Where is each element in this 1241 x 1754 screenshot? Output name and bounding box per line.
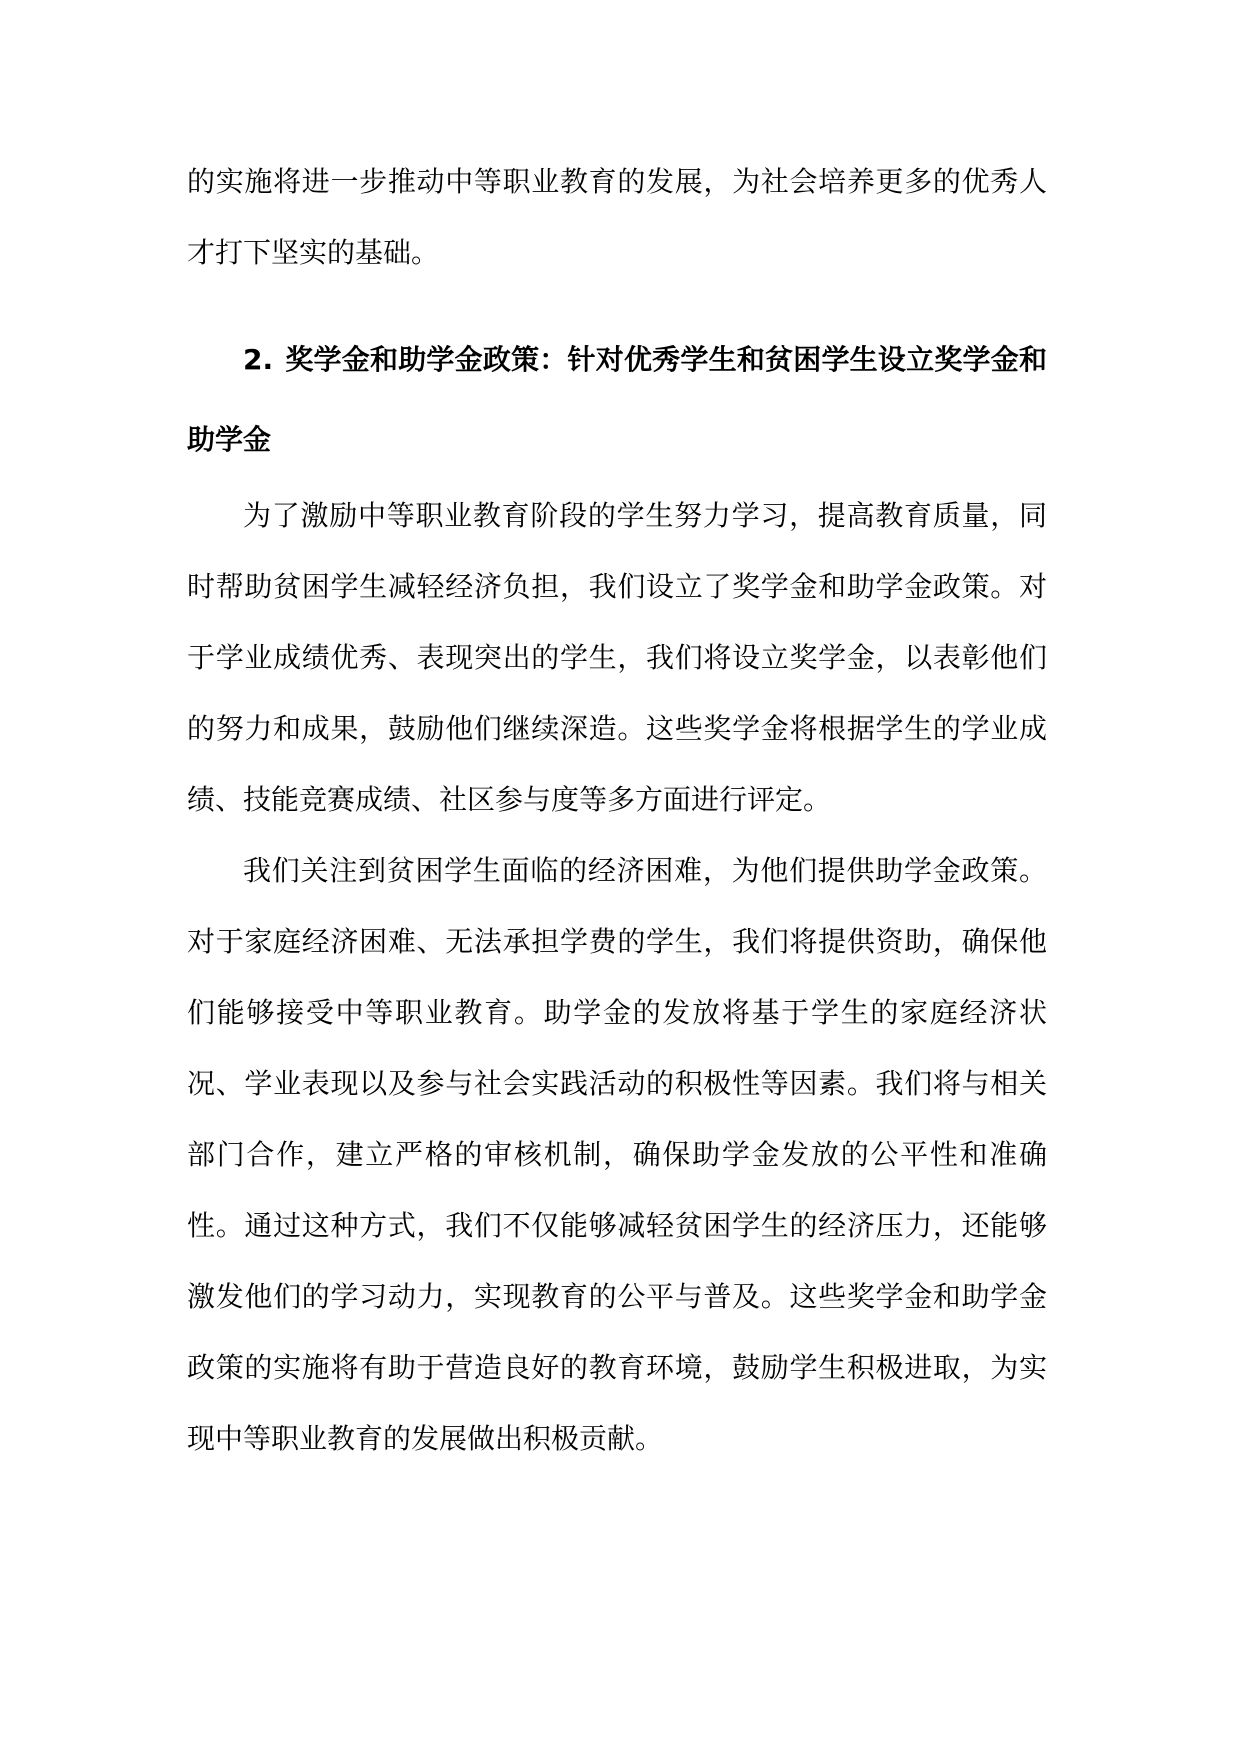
body-paragraph-scholarship: 为了激励中等职业教育阶段的学生努力学习，提高教育质量，同时帮助贫困学生减轻经济负担，我们设立了奖学金和助学金政策。对于学业成绩优秀、表现突出的学生，我们将设立奖学金，以表彰他们的努力和成果，鼓励他们继续深造。这些奖学金将根据学生的学业成绩、技能竞赛成绩、社区参与度等多方面进行评定。: [187, 499, 1047, 816]
body-paragraph-grant: 我们关注到贫困学生面临的经济困难，为他们提供助学金政策。对于家庭经济困难、无法承担学费的学生，我们将提供资助，确保他们能够接受中等职业教育。助学金的发放将基于学生的家庭经济状况、学业表现以及参与社会实践活动的积极性等因素。我们将与相关部门合作，建立严格的审核机制，确保助学金发放的公平性和准确性。通过这种方式，我们不仅能够减轻贫困学生的经济压力，还能够激发他们的学习动力，实现教育的公平与普及。这些奖学金和助学金政策的实施将有助于营造良好的教育环境，鼓励学生积极进取，为实现中等职业教育的发展做出积极贡献。: [187, 854, 1047, 1455]
continued-paragraph: 的实施将进一步推动中等职业教育的发展，为社会培养更多的优秀人才打下坚实的基础。: [187, 165, 1047, 269]
section-number: 2.: [243, 343, 274, 376]
section-title: 奖学金和助学金政策：针对优秀学生和贫困学生设立奖学金和助学金: [187, 343, 1047, 456]
section-heading: [187, 320, 1047, 480]
document-body: [187, 146, 1047, 1474]
